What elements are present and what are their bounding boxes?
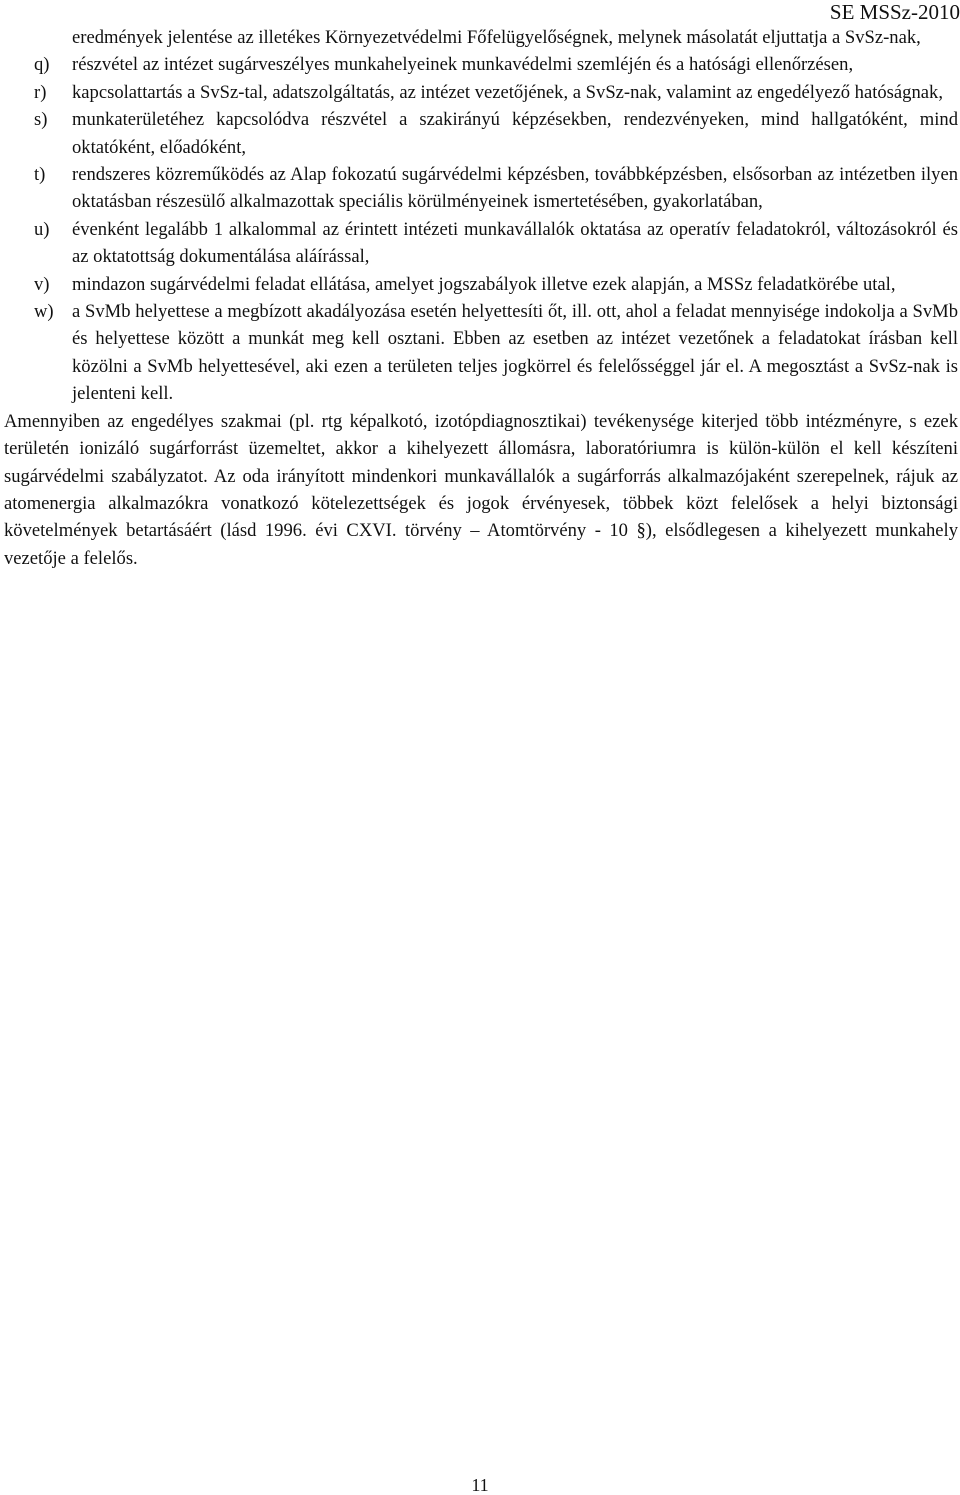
list-item-marker: u) [34,218,50,240]
list-item-r [4,79,958,106]
list-item-text: munkaterületéhez kapcsolódva részvétel a szakirányú képzésekben, rendezvényeken, mind hallgatóként, mind oktatóként, előadóként, [72,109,958,158]
list-item-marker: w) [34,301,54,323]
list-item-s [4,106,958,161]
list-item-q [4,51,958,78]
body-paragraph: Amennyiben az engedélyes szakmai (pl. rtg képalkotó, izotópdiagnosztikai) tevékenysége kiterjed több intézményre, s ezek területén ionizáló sugárforrást üzemeltet, akkor a kihelyezett állomásra, laboratóriumra is külön-külön el kell készíteni sugárvédelmi szabályzatot. Az oda irányított mindenkori munkavállalók a sugárforrás alkalmazójaként szerepelnek, rájuk az atomenergia alkalmazókra vonatkozó kötelezettségek és jogok érvényesek, többek közt felelősek a helyi biztonsági követelmények betartásáért (lásd 1996. évi CXVI. törvény – Atomtörvény - 10 §), elsődlegesen a kihelyezett munkahely vezetője a felelős. [4,410,958,569]
document-id-header: SE MSSz-2010 [829,0,960,24]
list-item-t [4,161,958,216]
list-item-marker: s) [34,109,48,131]
page-content [4,24,958,572]
list-item-marker: r) [34,81,47,103]
list-item-text: eredmények jelentése az illetékes Környezetvédelmi Főfelügyelőségnek, melynek másolatát eljuttatja a SvSz-nak, [72,27,921,48]
list-item-w [4,298,958,408]
list-item-marker: t) [34,164,46,186]
list-item-text: évenként legalább 1 alkalommal az érintett intézeti munkavállalók oktatása az operatív feladatokról, változásokról és az oktatottság dokumentálása aláírással, [72,218,958,268]
list-item-v [4,271,958,298]
list-item-text: kapcsolattartás a SvSz-tal, adatszolgáltatás, az intézet vezetőjének, a SvSz-nak, valamint az engedélyező hatóságnak, [72,81,943,103]
list-item-marker: v) [34,273,50,295]
list-item-text: rendszeres közreműködés az Alap fokozatú sugárvédelmi képzésben, továbbképzésben, elsősorban az intézetben ilyen oktatásban részesülő alkalmazottak speciális körülményeinek ismertetésében, gyakorlatában, [72,164,958,213]
list-item-u [4,216,958,271]
list-item-text: mindazon sugárvédelmi feladat ellátása, amelyet jogszabályok illetve ezek alapján, a MSSz feladatkörébe utal, [72,273,896,295]
list-item-text: részvétel az intézet sugárveszélyes munkahelyeinek munkavédelmi szemléjén és a hatósági ellenőrzésen, [72,54,854,76]
list-item-text: a SvMb helyettese a megbízott akadályozása esetén helyettesíti őt, ill. ott, ahol a feladat mennyisége indokolja a SvMb és helyettese között a munkát meg kell osztani. Ebben az esetben az intézet vezetőnek a feladatokat írásban kell közölni a SvMb helyettesével, aki ezen a területen teljes jogkörrel és felelősséggel jár el. A megosztást a SvSz-nak is jelenteni kell. [72,301,958,405]
list-item-marker: q) [34,54,50,76]
list-item-continuation [4,24,958,51]
page-number: 11 [471,1475,489,1495]
